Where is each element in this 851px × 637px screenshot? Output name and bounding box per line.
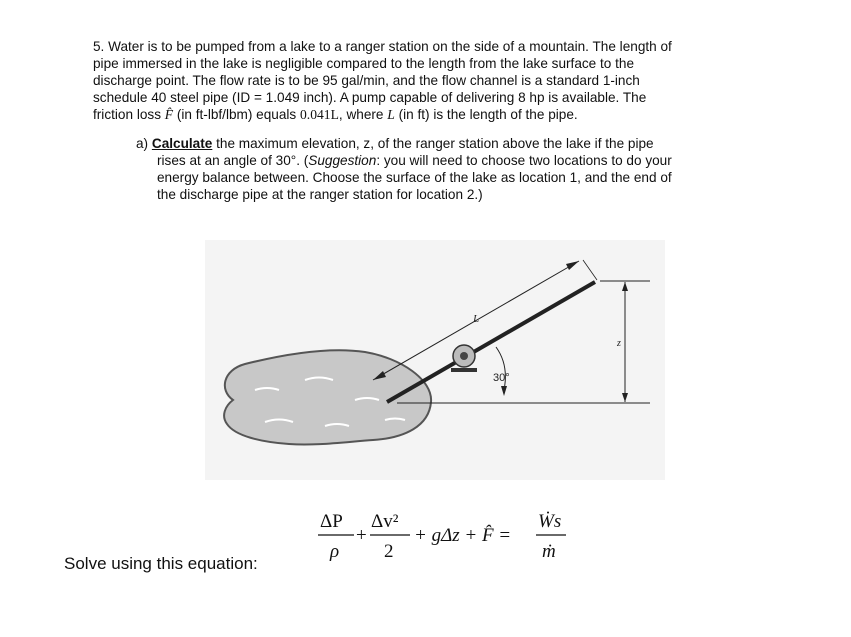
part-a-line: the discharge pipe at the ranger station for location 2.) [157,187,483,202]
part-a-line [136,135,773,152]
delta-v-numerator: Δv² [371,511,399,532]
length-symbol: L [387,107,395,122]
solve-instruction: Solve using this equation: [64,554,258,573]
part-a [136,135,773,203]
part-a-label: a) [136,136,152,151]
problem-statement [93,38,773,123]
ws-numerator: Ẇs [538,511,562,532]
mdot-denominator: ṁ [542,541,556,562]
part-a-line [136,152,773,169]
text-fragment: the maximum elevation, z, of the ranger station above the lake if the pipe [212,136,654,151]
text-fragment: friction loss [93,107,165,122]
text-fragment: , where [338,107,388,122]
energy-balance-equation [316,505,586,575]
plus-sign: + [356,525,367,546]
equation-middle: + gΔz + F̂ = [414,525,512,546]
problem-line: schedule 40 steel pipe (ID = 1.049 inch). A pump capable of delivering 8 hp is available. The [93,90,647,105]
f-hat-symbol: F̂ [164,107,174,122]
text-fragment: (in ft) is the length of the pipe. [394,107,578,122]
pump-diagram [205,240,665,480]
text-fragment: (in ft-lbf/lbm) equals [173,107,300,122]
height-label: z [617,338,621,349]
two-denominator: 2 [384,541,394,562]
pipe-length-label: L [473,313,480,325]
calculate-keyword: Calculate [151,136,213,151]
angle-label: 30° [493,372,510,384]
problem-line: pipe immersed in the lake is negligible compared to the length from the lake surface to the [93,56,635,71]
problem-line: discharge point. The flow rate is to be 95 gal/min, and the flow channel is a standard 1-inch [93,73,640,88]
problem-line [93,106,773,123]
part-a-line: energy balance between. Choose the surface of the lake as location 1, and the end of [157,170,672,185]
friction-expression: 0.041L [300,107,339,122]
rho-denominator: ρ [330,541,340,562]
problem-line: 5. Water is to be pumped from a lake to a ranger station on the side of a mountain. The length of [93,39,672,54]
text-fragment: rises at an angle of 30°. ( [157,153,309,168]
text-fragment: : you will need to choose two locations to do your [376,153,672,168]
delta-p-numerator: ΔP [320,511,343,532]
suggestion-word: Suggestion [308,153,377,168]
